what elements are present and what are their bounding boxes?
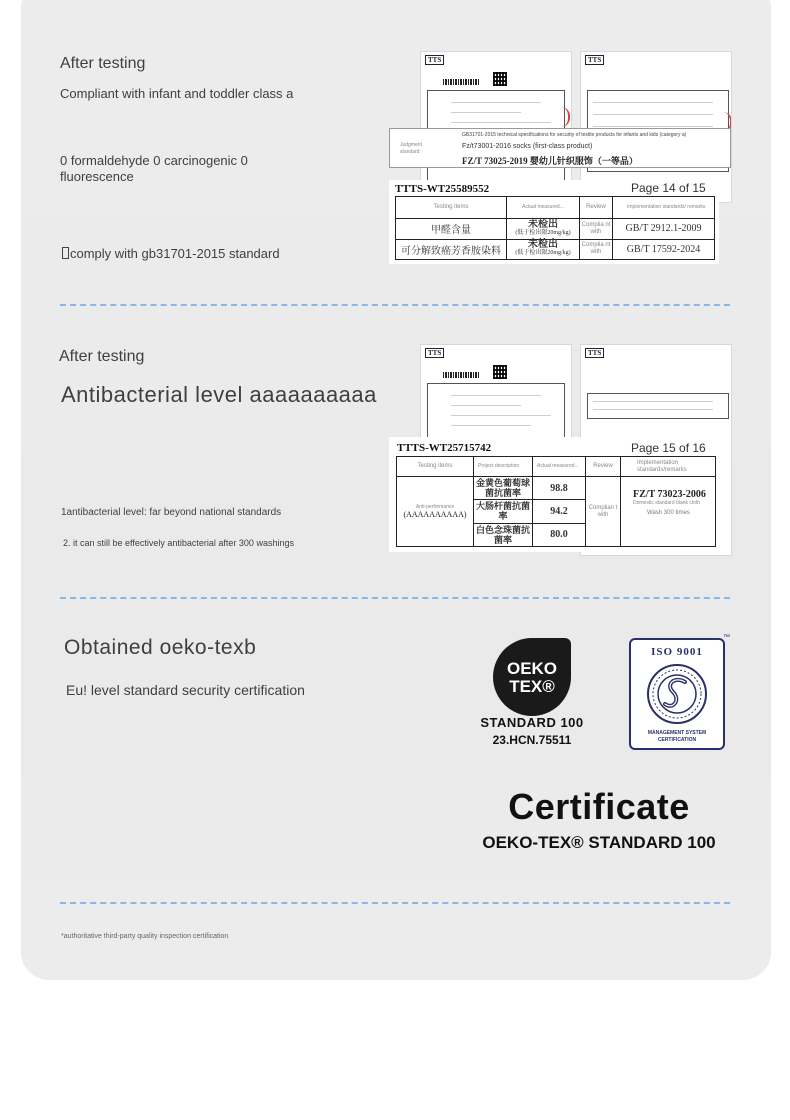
antibacterial-table bbox=[396, 456, 716, 547]
report-number: TTTS-WT25715742 bbox=[397, 442, 492, 454]
standard-label: comply with gb31701-2015 standard bbox=[70, 246, 280, 261]
header-review: Review bbox=[580, 197, 613, 219]
header-measured: Actual measured... bbox=[507, 197, 580, 219]
header-testing-items: Testing items bbox=[397, 457, 474, 477]
barcode-icon bbox=[443, 79, 479, 85]
limit-cell: (低于检出限20mg/kg) bbox=[515, 229, 571, 236]
standard-cell: GB/T 2912.1-2009 bbox=[613, 219, 715, 240]
table-row bbox=[396, 219, 715, 240]
oeko-tex-logo-icon bbox=[493, 638, 571, 716]
bacteria-name: 大肠杆菌抗菌率 bbox=[474, 500, 533, 523]
divider bbox=[60, 902, 730, 904]
header-project: Project description bbox=[474, 457, 533, 477]
limit-cell: (低于检出限20mg/kg) bbox=[515, 250, 571, 257]
antibacterial-note-2: 2. it can still be effectively antibacterial after 300 washings bbox=[63, 538, 294, 548]
report-table-card bbox=[389, 437, 720, 552]
measured-cell: 未检出 bbox=[528, 239, 558, 251]
report-grid bbox=[427, 383, 565, 445]
review-cell: Complia nt with bbox=[580, 239, 613, 260]
footnote: *authoritative third-party quality inspection certification bbox=[61, 933, 229, 940]
table-row bbox=[396, 239, 715, 260]
review-cell: Complian t with bbox=[586, 477, 621, 547]
section1-standard-text bbox=[62, 246, 280, 261]
divider bbox=[60, 304, 730, 306]
certificate-subtitle: OEKO-TEX® STANDARD 100 bbox=[482, 833, 716, 852]
report-page-left bbox=[420, 344, 572, 446]
item-grade: (AAAAAAAAAA) bbox=[403, 510, 467, 519]
iso-title: ISO 9001 bbox=[651, 646, 703, 658]
report-number: TTTS-WT25589552 bbox=[395, 183, 490, 195]
header-testing-items: Testing items bbox=[396, 197, 507, 219]
standard-cell: GB/T 17592-2024 bbox=[613, 239, 715, 260]
tts-logo-icon: TTS bbox=[425, 348, 444, 358]
bacteria-name: 白色念珠菌抗菌率 bbox=[474, 523, 533, 546]
section1-heading: After testing bbox=[60, 55, 146, 72]
item-label: Anti-performance bbox=[415, 504, 455, 510]
iso-trademark: ™ bbox=[723, 634, 730, 641]
standard-cell: FZ/T 73023-2006 bbox=[633, 489, 706, 500]
iso-bottom-line-2: CERTIFICATION bbox=[657, 737, 697, 743]
section1-compliance-text: Compliant with infant and toddler class a bbox=[60, 86, 294, 101]
header-review: Review bbox=[586, 457, 621, 477]
item-cell: 甲醛含量 bbox=[396, 219, 507, 240]
wash-count: Wash 300 times bbox=[647, 510, 690, 516]
divider bbox=[60, 597, 730, 599]
judgment-label: Judgment standard: bbox=[400, 142, 422, 155]
tts-logo-icon: TTS bbox=[585, 348, 604, 358]
table-row bbox=[397, 477, 716, 500]
bacteria-value: 80.0 bbox=[533, 523, 586, 546]
antibacterial-title: Antibacterial level aaaaaaaaaa bbox=[61, 382, 377, 407]
banner-line-3: FZ/T 73025-2019 婴幼儿针织服饰（一等品） bbox=[462, 156, 638, 166]
header-standards: Implementation standards/ remarks bbox=[613, 197, 715, 219]
section1-zero-text: 0 formaldehyde 0 carcinogenic 0 fluorescence bbox=[60, 153, 248, 184]
banner-line-1: GB31701-2015 technical specifications for security of textile products for infants and kids (category a) bbox=[462, 132, 687, 138]
qr-code-icon bbox=[493, 365, 507, 379]
iso-9001-logo-icon bbox=[629, 638, 725, 750]
red-stamp-icon bbox=[561, 107, 570, 127]
report-table-card bbox=[389, 180, 719, 264]
glyph-box-icon bbox=[62, 247, 69, 259]
oeko-standard-label: STANDARD 100 bbox=[480, 715, 584, 730]
bacteria-value: 98.8 bbox=[533, 477, 586, 500]
oeko-heading: Obtained oeko-texb bbox=[64, 636, 257, 659]
iso-seal-icon bbox=[645, 662, 709, 726]
bacteria-name: 金黄色葡萄球菌抗菌率 bbox=[474, 477, 533, 500]
bacteria-value: 94.2 bbox=[533, 500, 586, 523]
item-cell: 可分解致癌芳香胺染料 bbox=[396, 239, 507, 260]
iso-bottom-line-1: MANAGEMENT SYSTEM bbox=[647, 730, 707, 736]
measured-cell: 未检出 bbox=[528, 218, 558, 230]
judgment-banner bbox=[389, 128, 731, 168]
report-grid bbox=[587, 393, 729, 419]
tts-logo-icon: TTS bbox=[585, 55, 604, 65]
barcode-icon bbox=[443, 372, 479, 378]
antibacterial-note-1: 1antibacterial level: far beyond national standards bbox=[61, 507, 282, 518]
oeko-code: 23.HCN.75511 bbox=[492, 733, 572, 747]
section2-heading: After testing bbox=[59, 348, 145, 365]
header-measured: Actual measured... bbox=[533, 457, 586, 477]
review-cell: Complia nt with bbox=[580, 219, 613, 240]
page-indicator: Page 15 of 16 bbox=[631, 441, 706, 455]
page-indicator: Page 14 of 15 bbox=[631, 181, 706, 195]
tts-logo-icon: TTS bbox=[425, 55, 444, 65]
standard-note: Domestic standard blank cloth bbox=[633, 500, 700, 506]
banner-line-2: Fz/t73001-2016 socks (first-class product) bbox=[462, 143, 593, 150]
oeko-logo-text-1: OEKO bbox=[506, 659, 558, 678]
certificate-title: Certificate bbox=[508, 786, 690, 827]
qr-code-icon bbox=[493, 72, 507, 86]
header-standards: Implementation standards/remarks bbox=[621, 457, 716, 477]
formaldehyde-table bbox=[395, 196, 715, 260]
oeko-logo-text-2: TEX® bbox=[509, 677, 555, 696]
oeko-subtext: Eu! level standard security certification bbox=[66, 682, 305, 698]
